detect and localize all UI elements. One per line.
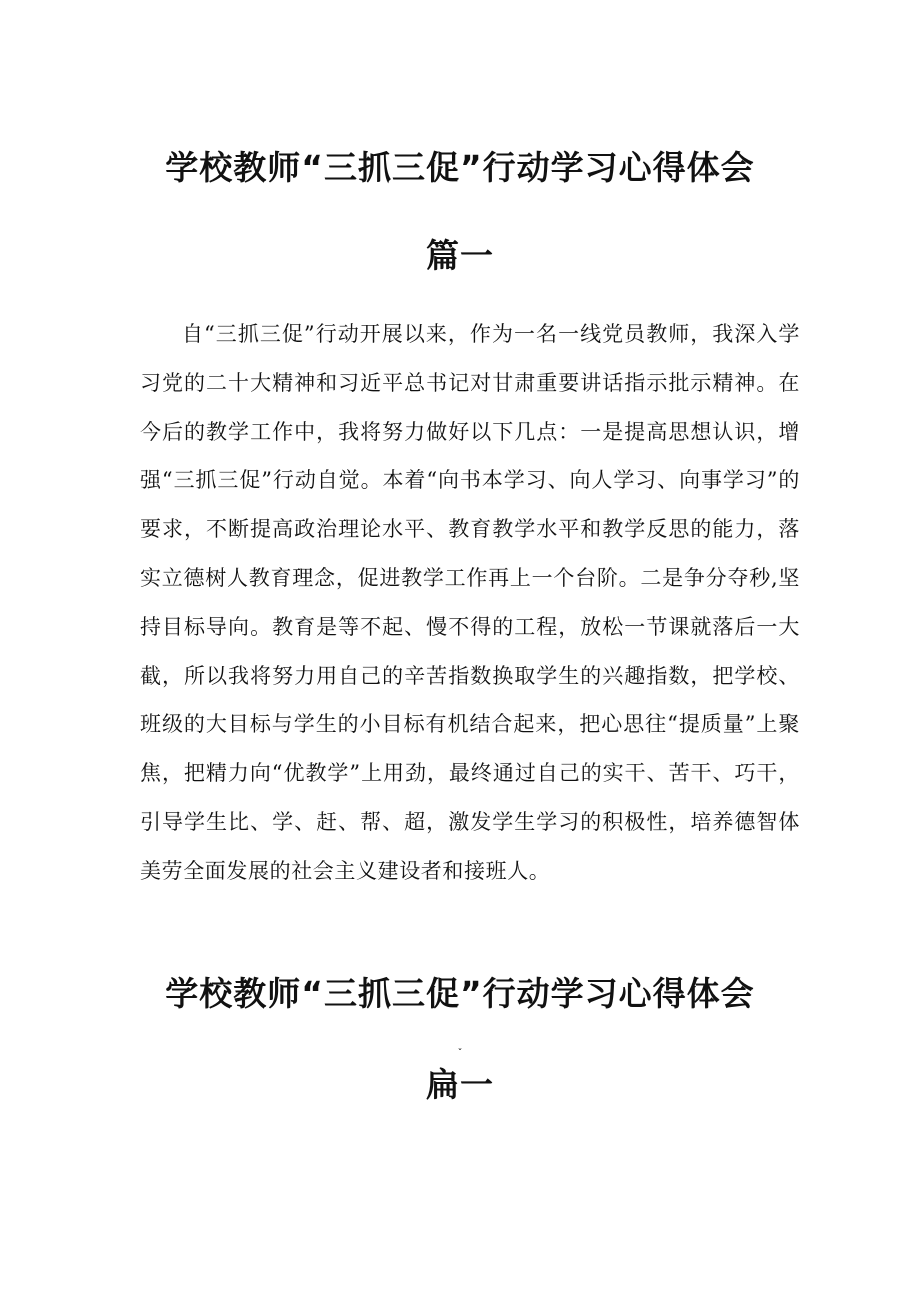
document-title: 学校教师“三抓三促”行动学习心得体会 [165,148,755,187]
subtitle-mark: ˇ [457,1048,463,1059]
second-document-title: 学校教师“三抓三促”行动学习心得体会 [165,974,755,1013]
section-subtitle: 篇一 [426,236,494,275]
body-paragraph: 自“三抓三促”行动开展以来，作为一名一线党员教师，我深入学习党的二十大精神和习近平总书记对甘肃重要讲话指示批示精神。在今后的教学工作中，我将努力做好以下几点：一是提高思想认识，增强“三抓三促”行动自觉。本着“向书本学习、向人学习、向事学习”的要求，不断提高政治理论水平、教育教学水平和教学反思的能力，落实立德树人教育理念，促进教学工作再上一个台阶。二是争分夺秒,坚持目标导向。教育是等不起、慢不得的工程，放松一节课就落后一大截，所以我将努力用自己的辛苦指数换取学生的兴趣指数，把学校、班级的大目标与学生的小目标有机结合起来，把心思往“提质量”上聚焦，把精力向“优教学”上用劲，最终通过自己的实干、苦干、巧干，引导学生比、学、赶、帮、超，激发学生学习的积极性，培养德智体美劳全面发展的社会主义建设者和接班人。 [140,322,800,883]
second-section-subtitle: 扁一 [426,1065,494,1104]
